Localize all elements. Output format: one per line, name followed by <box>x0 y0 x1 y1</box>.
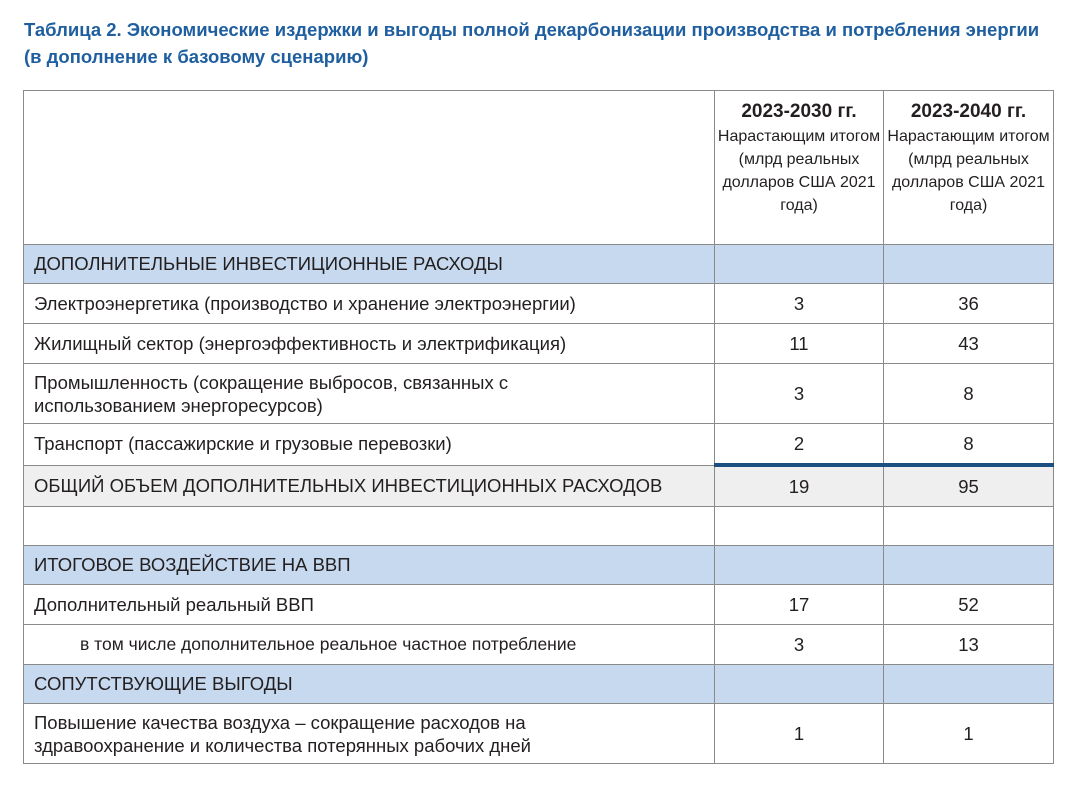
table-row <box>24 364 1054 424</box>
table-caption: Таблица 2. Экономические издержки и выгоды полной декарбонизации производства и потребления энергии (в дополнение к базовому сценарию) <box>24 19 1040 67</box>
header-period: 2023-2030 гг. <box>741 101 857 122</box>
row-label: Транспорт (пассажирские и грузовые перевозки) <box>24 424 715 466</box>
value-2030: 3 <box>715 364 884 424</box>
total-2040: 95 <box>884 465 1054 507</box>
value-2030: 3 <box>715 284 884 324</box>
value-2030: 17 <box>715 585 884 625</box>
value-2040: 52 <box>884 585 1054 625</box>
header-row <box>24 91 1054 245</box>
total-label: ОБЩИЙ ОБЪЕМ ДОПОЛНИТЕЛЬНЫХ ИНВЕСТИЦИОННЫХ РАСХОДОВ <box>24 465 715 507</box>
value-2040: 13 <box>884 625 1054 665</box>
row-label: Электроэнергетика (производство и хранение электроэнергии) <box>24 284 715 324</box>
total-2030: 19 <box>715 465 884 507</box>
row-label: Промышленность (сокращение выбросов, связанных с использованием энергоресурсов) <box>24 364 715 424</box>
value-2040: 36 <box>884 284 1054 324</box>
spacer-row <box>24 507 1054 546</box>
table-row <box>24 424 1054 466</box>
header-unit: Нарастающим итогом (млрд реальных долларов США 2021 года) <box>717 128 881 214</box>
value-2040: 8 <box>884 424 1054 466</box>
header-col-2030 <box>715 91 884 245</box>
value-2030: 3 <box>715 625 884 665</box>
header-col-2040 <box>884 91 1054 245</box>
table-row <box>24 324 1054 364</box>
value-2030: 2 <box>715 424 884 466</box>
table-row <box>24 284 1054 324</box>
total-row <box>24 465 1054 507</box>
row-label: Жилищный сектор (энергоэффективность и электрификация) <box>24 324 715 364</box>
section-cobenefits <box>24 665 1054 704</box>
section-investment <box>24 245 1054 284</box>
data-table <box>23 90 1054 764</box>
row-label-indented: в том числе дополнительное реальное частное потребление <box>24 625 715 665</box>
row-label: Повышение качества воздуха – сокращение расходов на здравоохранение и количества потерянных рабочих дней <box>24 704 715 764</box>
value-2030: 1 <box>715 704 884 764</box>
row-label: Дополнительный реальный ВВП <box>24 585 715 625</box>
table-row <box>24 625 1054 665</box>
value-2030: 11 <box>715 324 884 364</box>
table-row <box>24 704 1054 764</box>
value-2040: 8 <box>884 364 1054 424</box>
header-period: 2023-2040 гг. <box>910 101 1027 122</box>
section-title: СОПУТСТВУЮЩИЕ ВЫГОДЫ <box>24 665 715 704</box>
value-2040: 43 <box>884 324 1054 364</box>
value-2040: 1 <box>884 704 1054 764</box>
section-title: ИТОГОВОЕ ВОЗДЕЙСТВИЕ НА ВВП <box>24 546 715 585</box>
header-empty-cell <box>24 91 715 245</box>
table-row <box>24 585 1054 625</box>
header-unit: Нарастающим итогом (млрд реальных долларов США 2021 года) <box>887 128 1050 214</box>
section-title: ДОПОЛНИТЕЛЬНЫЕ ИНВЕСТИЦИОННЫЕ РАСХОДЫ <box>24 245 715 284</box>
section-gdp <box>24 546 1054 585</box>
